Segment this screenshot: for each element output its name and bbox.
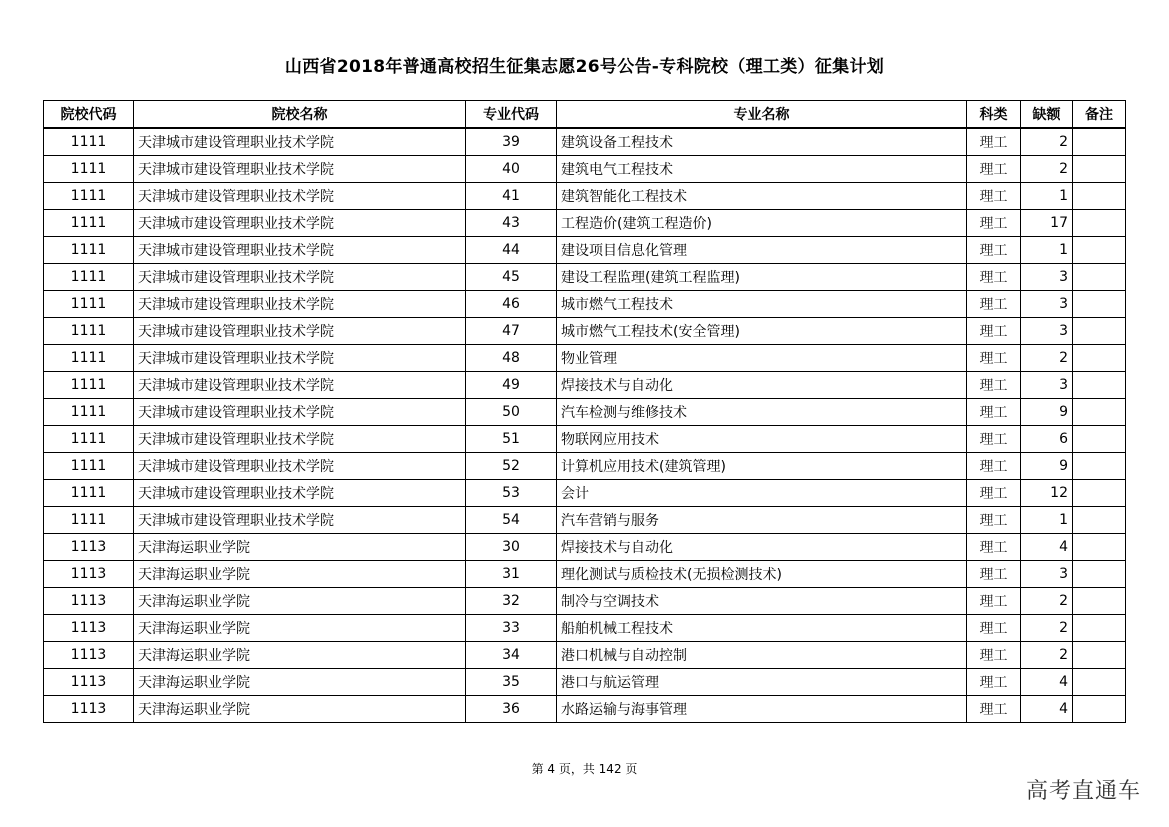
cell-school-name: 天津海运职业学院 <box>134 561 466 588</box>
cell-vacancy: 12 <box>1021 480 1073 507</box>
table-row <box>44 318 1126 345</box>
cell-remarks <box>1073 183 1126 210</box>
cell-school-name: 天津城市建设管理职业技术学院 <box>134 453 466 480</box>
cell-major-code: 51 <box>466 426 557 453</box>
cell-school-code: 1111 <box>44 426 134 453</box>
cell-remarks <box>1073 534 1126 561</box>
table-row <box>44 696 1126 723</box>
cell-school-name: 天津海运职业学院 <box>134 588 466 615</box>
cell-school-name: 天津城市建设管理职业技术学院 <box>134 345 466 372</box>
cell-vacancy: 9 <box>1021 399 1073 426</box>
cell-major-name: 建筑智能化工程技术 <box>557 183 967 210</box>
cell-major-name: 建设项目信息化管理 <box>557 237 967 264</box>
cell-vacancy: 3 <box>1021 561 1073 588</box>
header-remarks: 备注 <box>1073 101 1126 129</box>
cell-vacancy: 1 <box>1021 507 1073 534</box>
cell-school-name: 天津城市建设管理职业技术学院 <box>134 183 466 210</box>
cell-remarks <box>1073 128 1126 156</box>
cell-category: 理工 <box>967 696 1021 723</box>
cell-school-code: 1111 <box>44 264 134 291</box>
cell-school-name: 天津城市建设管理职业技术学院 <box>134 507 466 534</box>
cell-major-code: 33 <box>466 615 557 642</box>
cell-category: 理工 <box>967 426 1021 453</box>
cell-vacancy: 3 <box>1021 291 1073 318</box>
cell-remarks <box>1073 291 1126 318</box>
cell-major-code: 40 <box>466 156 557 183</box>
header-school-name: 院校名称 <box>134 101 466 129</box>
cell-remarks <box>1073 453 1126 480</box>
cell-category: 理工 <box>967 588 1021 615</box>
cell-vacancy: 2 <box>1021 588 1073 615</box>
cell-category: 理工 <box>967 264 1021 291</box>
table-row <box>44 210 1126 237</box>
cell-vacancy: 17 <box>1021 210 1073 237</box>
cell-category: 理工 <box>967 183 1021 210</box>
table-row <box>44 507 1126 534</box>
watermark: 高考直通车 <box>1025 779 1141 804</box>
cell-vacancy: 2 <box>1021 345 1073 372</box>
cell-major-name: 建筑设备工程技术 <box>557 128 967 156</box>
cell-school-code: 1111 <box>44 507 134 534</box>
table-row <box>44 345 1126 372</box>
cell-school-name: 天津城市建设管理职业技术学院 <box>134 156 466 183</box>
cell-remarks <box>1073 345 1126 372</box>
cell-remarks <box>1073 561 1126 588</box>
cell-school-code: 1111 <box>44 372 134 399</box>
cell-category: 理工 <box>967 642 1021 669</box>
cell-school-code: 1113 <box>44 696 134 723</box>
cell-remarks <box>1073 507 1126 534</box>
cell-vacancy: 2 <box>1021 642 1073 669</box>
cell-major-code: 34 <box>466 642 557 669</box>
cell-remarks <box>1073 426 1126 453</box>
cell-category: 理工 <box>967 561 1021 588</box>
cell-school-name: 天津城市建设管理职业技术学院 <box>134 210 466 237</box>
enrollment-plan-table <box>43 100 1126 723</box>
cell-school-code: 1113 <box>44 642 134 669</box>
cell-category: 理工 <box>967 345 1021 372</box>
cell-major-code: 54 <box>466 507 557 534</box>
cell-remarks <box>1073 615 1126 642</box>
table-row <box>44 372 1126 399</box>
cell-major-code: 35 <box>466 669 557 696</box>
cell-school-name: 天津城市建设管理职业技术学院 <box>134 426 466 453</box>
cell-major-name: 会计 <box>557 480 967 507</box>
cell-school-code: 1111 <box>44 128 134 156</box>
cell-school-code: 1111 <box>44 156 134 183</box>
cell-school-code: 1113 <box>44 561 134 588</box>
cell-school-name: 天津海运职业学院 <box>134 534 466 561</box>
cell-category: 理工 <box>967 507 1021 534</box>
cell-school-name: 天津城市建设管理职业技术学院 <box>134 264 466 291</box>
cell-major-name: 制冷与空调技术 <box>557 588 967 615</box>
table-row <box>44 615 1126 642</box>
table-row <box>44 156 1126 183</box>
cell-major-code: 50 <box>466 399 557 426</box>
cell-remarks <box>1073 372 1126 399</box>
table-row <box>44 237 1126 264</box>
cell-major-name: 计算机应用技术(建筑管理) <box>557 453 967 480</box>
cell-major-name: 汽车营销与服务 <box>557 507 967 534</box>
cell-school-name: 天津海运职业学院 <box>134 696 466 723</box>
table-row <box>44 642 1126 669</box>
table-header-row <box>44 101 1126 129</box>
table-row <box>44 669 1126 696</box>
cell-category: 理工 <box>967 156 1021 183</box>
table-row <box>44 128 1126 156</box>
table-row <box>44 480 1126 507</box>
table-row <box>44 183 1126 210</box>
cell-major-name: 汽车检测与维修技术 <box>557 399 967 426</box>
cell-major-code: 30 <box>466 534 557 561</box>
cell-major-name: 物业管理 <box>557 345 967 372</box>
cell-vacancy: 2 <box>1021 128 1073 156</box>
page-footer: 第 4 页，共 142 页 <box>531 762 638 776</box>
cell-major-name: 城市燃气工程技术(安全管理) <box>557 318 967 345</box>
cell-vacancy: 4 <box>1021 669 1073 696</box>
cell-vacancy: 3 <box>1021 318 1073 345</box>
cell-vacancy: 3 <box>1021 264 1073 291</box>
cell-major-name: 建筑电气工程技术 <box>557 156 967 183</box>
cell-category: 理工 <box>967 615 1021 642</box>
cell-school-name: 天津城市建设管理职业技术学院 <box>134 237 466 264</box>
cell-remarks <box>1073 237 1126 264</box>
cell-school-code: 1111 <box>44 453 134 480</box>
cell-major-name: 城市燃气工程技术 <box>557 291 967 318</box>
cell-major-code: 36 <box>466 696 557 723</box>
cell-remarks <box>1073 696 1126 723</box>
cell-remarks <box>1073 318 1126 345</box>
cell-major-name: 理化测试与质检技术(无损检测技术) <box>557 561 967 588</box>
header-major-name: 专业名称 <box>557 101 967 129</box>
table-row <box>44 534 1126 561</box>
cell-school-name: 天津海运职业学院 <box>134 615 466 642</box>
cell-category: 理工 <box>967 237 1021 264</box>
cell-vacancy: 2 <box>1021 156 1073 183</box>
cell-remarks <box>1073 210 1126 237</box>
cell-major-code: 52 <box>466 453 557 480</box>
header-vacancy: 缺额 <box>1021 101 1073 129</box>
cell-school-name: 天津海运职业学院 <box>134 642 466 669</box>
cell-major-code: 47 <box>466 318 557 345</box>
cell-school-code: 1113 <box>44 669 134 696</box>
cell-category: 理工 <box>967 291 1021 318</box>
cell-major-name: 物联网应用技术 <box>557 426 967 453</box>
cell-remarks <box>1073 588 1126 615</box>
cell-school-code: 1111 <box>44 183 134 210</box>
cell-major-code: 46 <box>466 291 557 318</box>
cell-major-name: 工程造价(建筑工程造价) <box>557 210 967 237</box>
cell-remarks <box>1073 399 1126 426</box>
cell-school-code: 1113 <box>44 615 134 642</box>
cell-major-code: 43 <box>466 210 557 237</box>
header-category: 科类 <box>967 101 1021 129</box>
cell-remarks <box>1073 669 1126 696</box>
cell-major-name: 港口机械与自动控制 <box>557 642 967 669</box>
table-row <box>44 291 1126 318</box>
cell-school-code: 1111 <box>44 399 134 426</box>
cell-remarks <box>1073 480 1126 507</box>
cell-school-code: 1111 <box>44 210 134 237</box>
cell-vacancy: 1 <box>1021 237 1073 264</box>
cell-vacancy: 3 <box>1021 372 1073 399</box>
cell-remarks <box>1073 642 1126 669</box>
cell-major-code: 39 <box>466 128 557 156</box>
cell-major-code: 53 <box>466 480 557 507</box>
cell-major-name: 焊接技术与自动化 <box>557 372 967 399</box>
table-row <box>44 588 1126 615</box>
cell-category: 理工 <box>967 480 1021 507</box>
cell-category: 理工 <box>967 210 1021 237</box>
table-row <box>44 426 1126 453</box>
cell-vacancy: 1 <box>1021 183 1073 210</box>
cell-category: 理工 <box>967 399 1021 426</box>
cell-school-code: 1111 <box>44 318 134 345</box>
cell-category: 理工 <box>967 453 1021 480</box>
cell-school-code: 1113 <box>44 588 134 615</box>
cell-major-code: 49 <box>466 372 557 399</box>
cell-vacancy: 4 <box>1021 696 1073 723</box>
cell-major-code: 32 <box>466 588 557 615</box>
cell-major-code: 45 <box>466 264 557 291</box>
cell-major-code: 31 <box>466 561 557 588</box>
table-row <box>44 264 1126 291</box>
cell-school-code: 1113 <box>44 534 134 561</box>
cell-major-code: 41 <box>466 183 557 210</box>
cell-vacancy: 6 <box>1021 426 1073 453</box>
table-row <box>44 399 1126 426</box>
cell-school-code: 1111 <box>44 480 134 507</box>
cell-major-name: 焊接技术与自动化 <box>557 534 967 561</box>
cell-category: 理工 <box>967 534 1021 561</box>
cell-remarks <box>1073 264 1126 291</box>
cell-vacancy: 2 <box>1021 615 1073 642</box>
cell-school-code: 1111 <box>44 291 134 318</box>
cell-category: 理工 <box>967 318 1021 345</box>
table-row <box>44 561 1126 588</box>
cell-school-code: 1111 <box>44 345 134 372</box>
cell-school-name: 天津城市建设管理职业技术学院 <box>134 128 466 156</box>
cell-category: 理工 <box>967 372 1021 399</box>
cell-vacancy: 9 <box>1021 453 1073 480</box>
cell-school-name: 天津海运职业学院 <box>134 669 466 696</box>
cell-major-name: 水路运输与海事管理 <box>557 696 967 723</box>
cell-school-name: 天津城市建设管理职业技术学院 <box>134 291 466 318</box>
cell-major-code: 48 <box>466 345 557 372</box>
page-title: 山西省2018年普通高校招生征集志愿26号公告-专科院校（理工类）征集计划 <box>284 57 885 77</box>
header-school-code: 院校代码 <box>44 101 134 129</box>
cell-category: 理工 <box>967 128 1021 156</box>
cell-school-code: 1111 <box>44 237 134 264</box>
cell-school-name: 天津城市建设管理职业技术学院 <box>134 318 466 345</box>
cell-category: 理工 <box>967 669 1021 696</box>
cell-major-name: 港口与航运管理 <box>557 669 967 696</box>
cell-school-name: 天津城市建设管理职业技术学院 <box>134 480 466 507</box>
cell-major-name: 船舶机械工程技术 <box>557 615 967 642</box>
header-major-code: 专业代码 <box>466 101 557 129</box>
cell-remarks <box>1073 156 1126 183</box>
cell-major-code: 44 <box>466 237 557 264</box>
cell-school-name: 天津城市建设管理职业技术学院 <box>134 372 466 399</box>
cell-vacancy: 4 <box>1021 534 1073 561</box>
cell-school-name: 天津城市建设管理职业技术学院 <box>134 399 466 426</box>
cell-major-name: 建设工程监理(建筑工程监理) <box>557 264 967 291</box>
table-row <box>44 453 1126 480</box>
